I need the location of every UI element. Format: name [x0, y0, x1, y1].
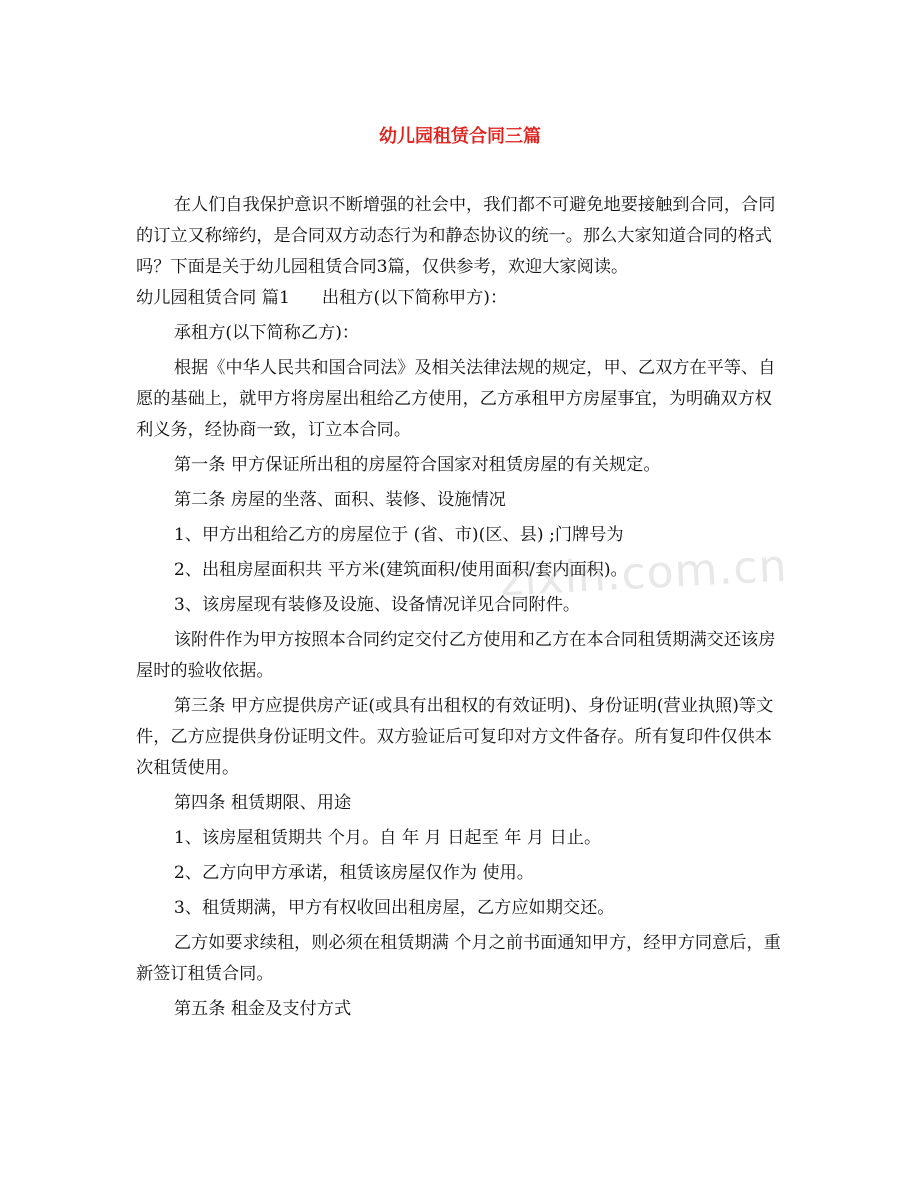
document-body	[136, 190, 786, 1025]
list-item: 1、甲方出租给乙方的房屋位于 (省、市)(区、县) ;门牌号为	[173, 525, 624, 545]
section-heading: 幼儿园租赁合同 篇1	[136, 288, 290, 308]
page-title: 幼儿园租赁合同三篇	[379, 126, 541, 147]
party-a-label: 出租方(以下简称甲方)：	[321, 288, 508, 308]
clause-heading: 第四条 租赁期限、用途	[173, 793, 352, 813]
list-item: 3、该房屋现有装修及设施、设备情况详见合同附件。	[173, 595, 581, 615]
list-item: 3、租赁期满，甲方有权收回出租房屋，乙方应如期交还。	[173, 898, 615, 918]
section-heading-line	[136, 283, 786, 314]
paragraph: 该附件作为甲方按照本合同约定交付乙方使用和乙方在本合同租赁期满交还该房屋时的验收依据。	[136, 630, 776, 681]
paragraph: 乙方如要求续租，则必须在租赁期满 个月之前书面通知甲方，经甲方同意后，重新签订租赁合同。	[136, 933, 781, 984]
clause-heading: 第二条 房屋的坐落、面积、装修、设施情况	[173, 490, 506, 510]
clause-heading: 第一条 甲方保证所出租的房屋符合国家对租赁房屋的有关规定。	[173, 455, 661, 475]
paragraph: 承租方(以下简称乙方)：	[173, 323, 360, 343]
clause-heading: 第五条 租金及支付方式	[173, 999, 352, 1019]
list-item: 2、乙方向甲方承诺，租赁该房屋仅作为 使用。	[173, 863, 534, 883]
list-item: 1、该房屋租赁期共 个月。自 年 月 日起至 年 月 日止。	[173, 828, 602, 848]
paragraph: 根据《中华人民共和国合同法》及相关法律法规的规定，甲、乙双方在平等、自愿的基础上，就甲方将房屋出租给乙方使用，乙方承租甲方房屋事宜，为明确双方权利义务，经协商一致，订立本合同。	[136, 358, 776, 440]
intro-paragraph: 在人们自我保护意识不断增强的社会中，我们都不可避免地要接触到合同，合同的订立又称缔约，是合同双方动态行为和静态协议的统一。那么大家知道合同的格式吗？下面是关于幼儿园租赁合同3篇，仅供参考，欢迎大家阅读。	[136, 195, 776, 277]
watermark: zixin.com.cn	[498, 540, 789, 607]
clause-heading: 第三条 甲方应提供房产证(或具有出租权的有效证明)、身份证明(营业执照)等文件，乙方应提供身份证明文件。双方验证后可复印对方文件备存。所有复印件仅供本次租赁使用。	[136, 696, 774, 778]
list-item: 2、出租房屋面积共 平方米(建筑面积/使用面积/套内面积)。	[173, 560, 628, 580]
